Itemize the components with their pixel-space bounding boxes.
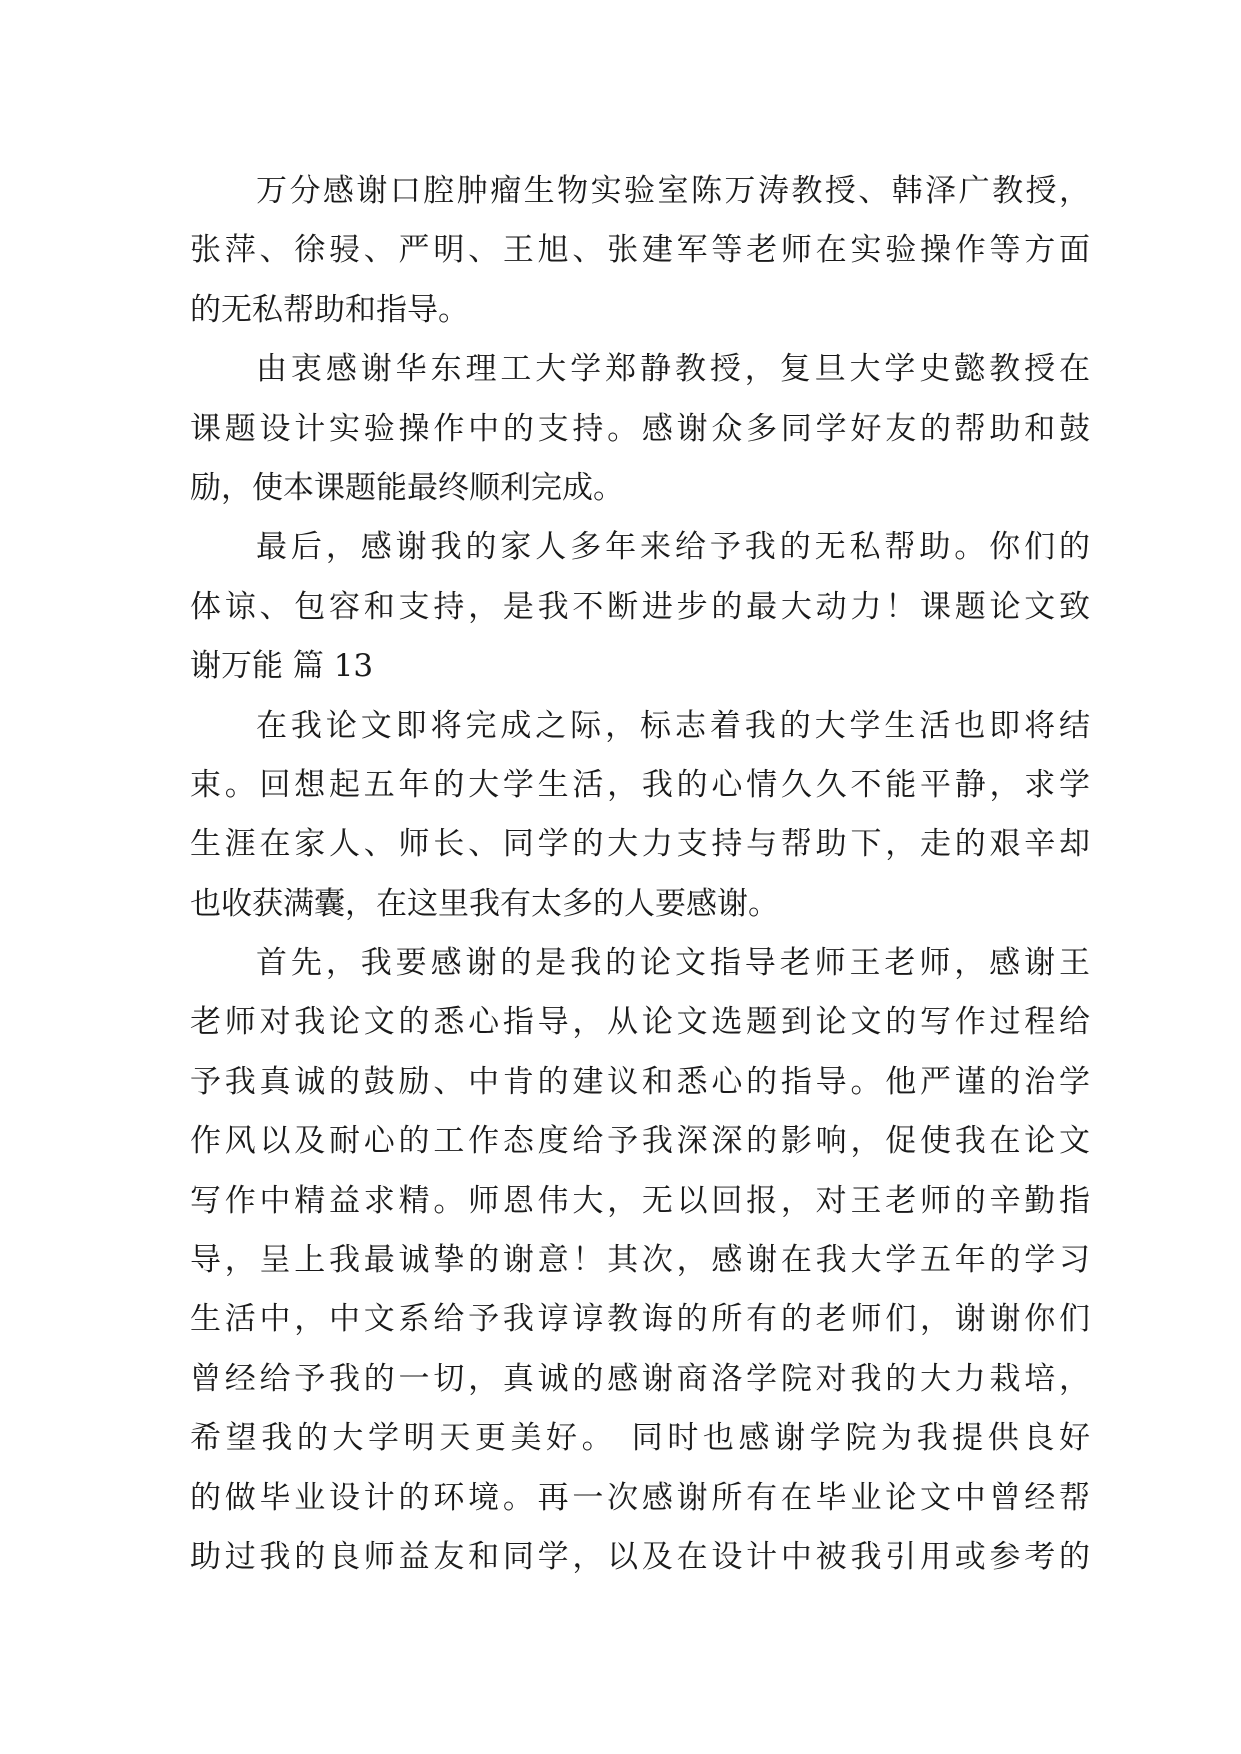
- paragraph-1-line-2: 张萍、徐骎、严明、王旭、张建军等老师在实验操作等方面: [190, 232, 1090, 269]
- paragraph-5-line-11: 助过我的良师益友和同学，以及在设计中被我引用或参考的: [190, 1538, 1090, 1575]
- paragraph-2-line-2: 课题设计实验操作中的支持。感谢众多同学好友的帮助和鼓: [190, 410, 1090, 447]
- paragraph-5-line-8: 曾经给予我的一切，真诚的感谢商洛学院对我的大力栽培，: [190, 1360, 1090, 1397]
- paragraph-5-line-9: 希望我的大学明天更美好。 同时也感谢学院为我提供良好: [190, 1420, 1090, 1457]
- paragraph-5-line-5: 写作中精益求精。师恩伟大，无以回报，对王老师的辛勤指: [190, 1182, 1090, 1219]
- paragraph-5-line-6: 导，呈上我最诚挚的谢意！其次，感谢在我大学五年的学习: [190, 1242, 1090, 1279]
- body-text: [190, 162, 1090, 1587]
- paragraph-5-line-7: 生活中，中文系给予我谆谆教诲的所有的老师们，谢谢你们: [190, 1301, 1090, 1338]
- paragraph-4-line-3: 生涯在家人、师长、同学的大力支持与帮助下，走的艰辛却: [190, 826, 1090, 863]
- paragraph-4-line-1: 在我论文即将完成之际，标志着我的大学生活也即将结: [256, 707, 1090, 744]
- paragraph-1-line-3: 的无私帮助和指导。: [190, 291, 469, 328]
- paragraph-3-line-1: 最后，感谢我的家人多年来给予我的无私帮助。你们的: [256, 529, 1090, 566]
- paragraph-3-line-3: 谢万能 篇 13: [190, 648, 374, 685]
- paragraph-2-line-1: 由衷感谢华东理工大学郑静教授，复旦大学史懿教授在: [256, 351, 1090, 388]
- paragraph-5-line-10: 的做毕业设计的环境。再一次感谢所有在毕业论文中曾经帮: [190, 1479, 1090, 1516]
- paragraph-3-line-2: 体谅、包容和支持，是我不断进步的最大动力！课题论文致: [190, 588, 1090, 625]
- paragraph-5-line-1: 首先，我要感谢的是我的论文指导老师王老师，感谢王: [256, 945, 1090, 982]
- paragraph-5-line-3: 予我真诚的鼓励、中肯的建议和悉心的指导。他严谨的治学: [190, 1063, 1090, 1100]
- paragraph-5-line-2: 老师对我论文的悉心指导，从论文选题到论文的写作过程给: [190, 1004, 1090, 1041]
- paragraph-2-line-3: 励，使本课题能最终顺利完成。: [190, 469, 624, 506]
- paragraph-1-line-1: 万分感谢口腔肿瘤生物实验室陈万涛教授、韩泽广教授，: [256, 173, 1090, 209]
- paragraph-4-line-2: 束。回想起五年的大学生活，我的心情久久不能平静，求学: [190, 766, 1090, 803]
- paragraph-4-line-4: 也收获满囊，在这里我有太多的人要感谢。: [190, 885, 779, 922]
- paragraph-5-line-4: 作风以及耐心的工作态度给予我深深的影响，促使我在论文: [190, 1123, 1090, 1160]
